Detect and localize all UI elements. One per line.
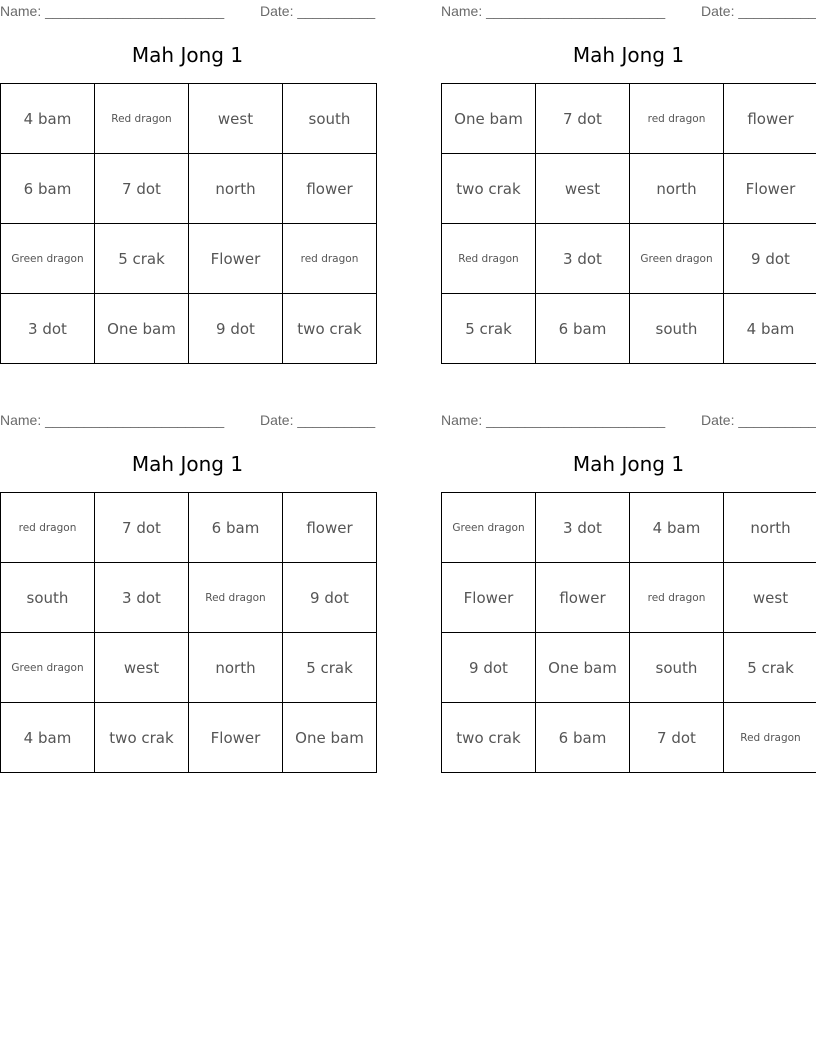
grid-cell: two crak (442, 154, 536, 224)
bingo-grid (441, 492, 816, 773)
name-field: Name: _______________________ (0, 3, 225, 19)
card-header (441, 412, 816, 428)
grid-cell: south (630, 294, 724, 364)
grid-cell: 9 dot (724, 224, 816, 294)
grid-cell: 7 dot (630, 703, 724, 773)
grid-row (1, 703, 377, 773)
grid-cell: 7 dot (95, 493, 189, 563)
grid-cell: 5 crak (442, 294, 536, 364)
name-field: Name: _______________________ (441, 3, 666, 19)
grid-cell: flower (283, 493, 377, 563)
grid-row (1, 84, 377, 154)
grid-cell: 9 dot (442, 633, 536, 703)
grid-cell: 7 dot (536, 84, 630, 154)
grid-cell: north (630, 154, 724, 224)
grid-cell: 4 bam (630, 493, 724, 563)
grid-cell: Red dragon (442, 224, 536, 294)
grid-cell: 4 bam (1, 703, 95, 773)
grid-cell: 4 bam (724, 294, 816, 364)
grid-cell: west (724, 563, 816, 633)
grid-cell: flower (724, 84, 816, 154)
grid-row (442, 493, 816, 563)
grid-row (442, 703, 816, 773)
grid-cell: Green dragon (442, 493, 536, 563)
name-field: Name: _______________________ (0, 412, 225, 428)
grid-cell: west (189, 84, 283, 154)
grid-cell: west (95, 633, 189, 703)
date-field: Date: __________ (701, 3, 816, 19)
grid-row (442, 84, 816, 154)
grid-cell: two crak (283, 294, 377, 364)
grid-cell: One bam (283, 703, 377, 773)
grid-cell: west (536, 154, 630, 224)
grid-cell: Flower (189, 224, 283, 294)
grid-row (1, 224, 377, 294)
grid-cell: 3 dot (536, 493, 630, 563)
grid-cell: Flower (189, 703, 283, 773)
card-header (0, 3, 375, 19)
grid-cell: 6 bam (536, 294, 630, 364)
grid-cell: 5 crak (95, 224, 189, 294)
grid-cell: One bam (536, 633, 630, 703)
grid-cell: red dragon (630, 563, 724, 633)
grid-cell: Green dragon (1, 633, 95, 703)
grid-cell: One bam (442, 84, 536, 154)
card-title: Mah Jong 1 (572, 43, 685, 67)
grid-cell: 5 crak (283, 633, 377, 703)
grid-row (442, 154, 816, 224)
card-title: Mah Jong 1 (131, 43, 244, 67)
grid-cell: north (189, 633, 283, 703)
grid-cell: Green dragon (630, 224, 724, 294)
bingo-grid (441, 83, 816, 364)
grid-cell: 3 dot (536, 224, 630, 294)
grid-cell: north (189, 154, 283, 224)
card-header (0, 412, 375, 428)
grid-cell: 6 bam (189, 493, 283, 563)
grid-cell: Red dragon (189, 563, 283, 633)
grid-row (442, 294, 816, 364)
card-header (441, 3, 816, 19)
grid-cell: Red dragon (724, 703, 816, 773)
grid-cell: south (283, 84, 377, 154)
bingo-grid (0, 83, 377, 364)
date-field: Date: __________ (260, 412, 376, 428)
grid-cell: 3 dot (95, 563, 189, 633)
grid-cell: 7 dot (95, 154, 189, 224)
grid-cell: flower (283, 154, 377, 224)
grid-cell: 6 bam (536, 703, 630, 773)
grid-cell: Green dragon (1, 224, 95, 294)
grid-cell: two crak (442, 703, 536, 773)
grid-cell: Flower (442, 563, 536, 633)
grid-cell: Flower (724, 154, 816, 224)
grid-cell: north (724, 493, 816, 563)
grid-row (442, 563, 816, 633)
grid-cell: Red dragon (95, 84, 189, 154)
grid-row (442, 633, 816, 703)
grid-cell: 9 dot (283, 563, 377, 633)
grid-cell: flower (536, 563, 630, 633)
grid-cell: One bam (95, 294, 189, 364)
grid-cell: 5 crak (724, 633, 816, 703)
card-title: Mah Jong 1 (131, 452, 244, 476)
name-field: Name: _______________________ (441, 412, 666, 428)
grid-cell: south (630, 633, 724, 703)
grid-row (1, 633, 377, 703)
grid-cell: 4 bam (1, 84, 95, 154)
grid-row (1, 493, 377, 563)
date-field: Date: __________ (701, 412, 816, 428)
grid-cell: 3 dot (1, 294, 95, 364)
grid-row (442, 224, 816, 294)
grid-row (1, 294, 377, 364)
grid-cell: red dragon (630, 84, 724, 154)
grid-row (1, 154, 377, 224)
grid-cell: 9 dot (189, 294, 283, 364)
grid-cell: two crak (95, 703, 189, 773)
grid-cell: south (1, 563, 95, 633)
card-title: Mah Jong 1 (572, 452, 685, 476)
bingo-grid (0, 492, 377, 773)
grid-cell: 6 bam (1, 154, 95, 224)
grid-cell: red dragon (1, 493, 95, 563)
date-field: Date: __________ (260, 3, 376, 19)
grid-cell: red dragon (283, 224, 377, 294)
grid-row (1, 563, 377, 633)
